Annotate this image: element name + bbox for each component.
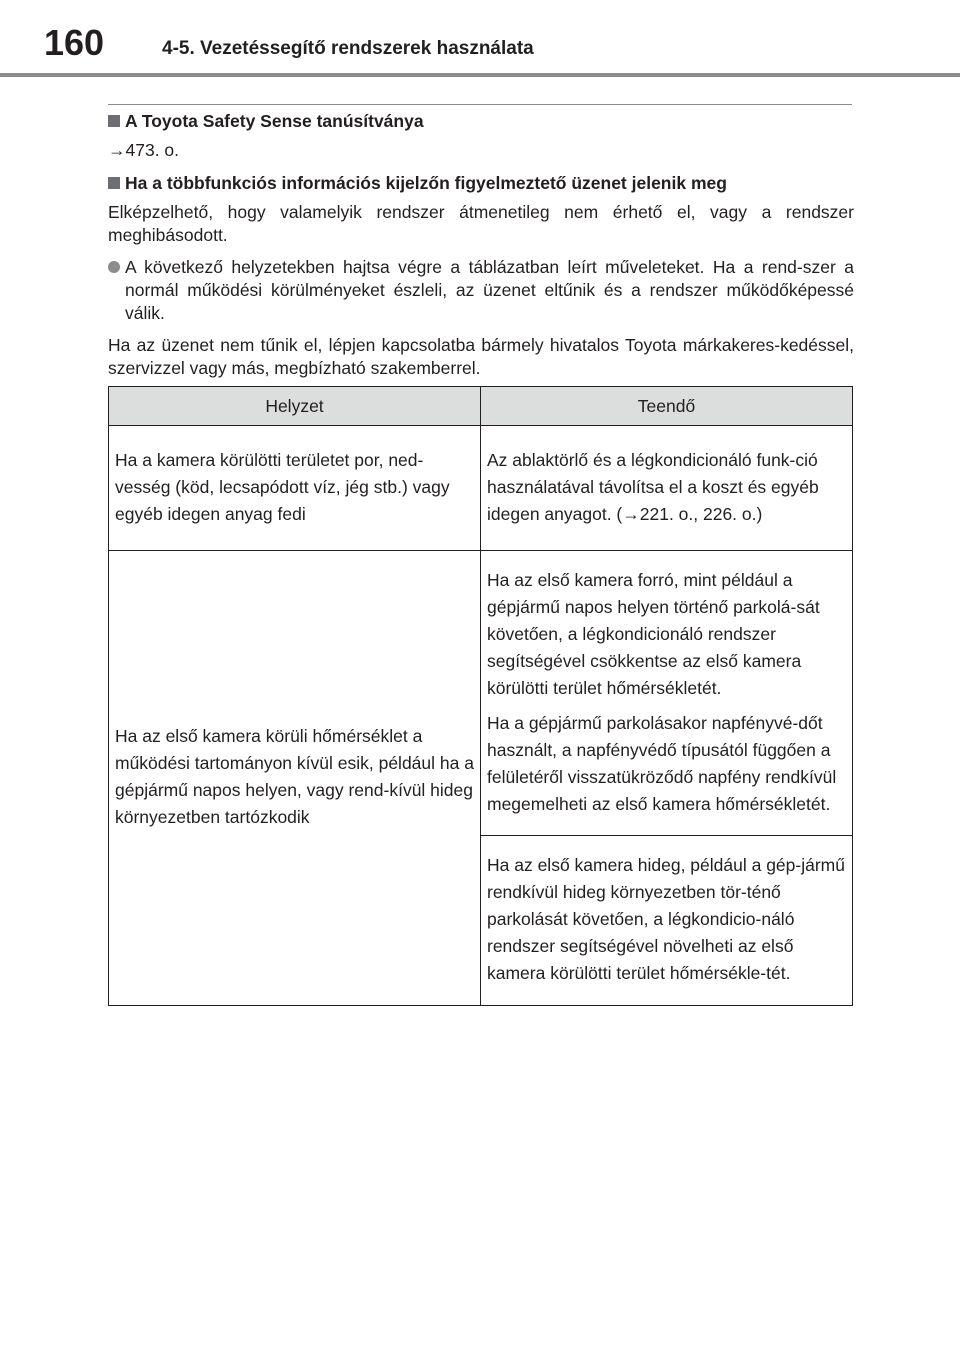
cell-text: Ha az első kamera hideg, például a gép-jármű rendkívül hideg környezetben tör-ténő parkolását követően, a légkondicio-náló rendszer segítségével növelheti az első kamera körülötti terület hőmérsékle-tét.: [487, 855, 845, 983]
paragraph-contact: Ha az üzenet nem tűnik el, lépjen kapcsolatba bármely hivatalos Toyota márkakeres-kedéssel, szervizzel vagy más, megbízható szakemberrel.: [108, 335, 854, 378]
section-divider: [108, 104, 852, 105]
page-header: [0, 0, 960, 80]
header-divider: [0, 73, 960, 77]
table-row: [109, 426, 853, 551]
cell-text: Ha a kamera körülötti területet por, ned-vesség (köd, lecsapódott víz, jég stb.) vagy egyéb idegen anyag fedi: [115, 449, 450, 524]
cell-text: Ha az első kamera körüli hőmérséklet a működési tartományon kívül esik, például ha a gépjármű napos helyen, vagy rend-kívül hideg környezetben tartózkodik: [115, 726, 474, 827]
square-bullet-icon: [108, 177, 120, 189]
bullet-item: [108, 256, 854, 325]
column-header-action: Teendő: [481, 387, 853, 426]
table-header-row: [109, 387, 853, 426]
section-heading-text: A Toyota Safety Sense tanúsítványa: [125, 111, 424, 131]
section-heading-text: Ha a többfunkciós információs kijelzőn figyelmeztető üzenet jelenik meg: [125, 173, 727, 193]
table-cell-situation: [109, 426, 481, 551]
round-bullet-icon: [108, 261, 120, 273]
table-cell-action: [481, 426, 853, 551]
main-content: [108, 110, 854, 380]
situation-action-table: [108, 386, 853, 1006]
section-heading-certificate: [108, 110, 854, 133]
page-number: 160: [44, 22, 105, 63]
page-reference: →473. o.: [108, 140, 180, 160]
table-cell-action: [481, 836, 853, 1006]
cell-text: Ha a gépjármű parkolásakor napfényvé-dőt használt, a napfényvédő típusától függően a felületéről visszatükröződő napfény rendkívül megemelheti az első kamera hőmérsékletét.: [487, 712, 837, 814]
table-row: [109, 551, 853, 836]
paragraph-intro: Elképzelhető, hogy valamelyik rendszer átmenetileg nem érhető el, vagy a rendszer meghibásodott.: [108, 202, 854, 245]
chapter-title: 4-5. Vezetéssegítő rendszerek használata: [162, 38, 534, 59]
square-bullet-icon: [108, 115, 120, 127]
table-cell-situation: [109, 551, 481, 1006]
bullet-text: A következő helyzetekben hajtsa végre a táblázatban leírt műveleteket. Ha a rend-szer a normál működési körülményeket észleli, az üzenet eltűnik és a rendszer működőképessé válik.: [125, 257, 854, 323]
cell-text: Az ablaktörlő és a légkondicionáló funk-ció használatával távolítsa el a koszt és egyéb idegen anyagot. (→221. o., 226. o.): [487, 449, 819, 524]
cell-text: Ha az első kamera forró, mint például a gépjármű napos helyen történő parkolá-sát követően, a légkondicionáló rendszer segítségével csökkentse az első kamera körülötti terület hőmérsékletét.: [487, 569, 820, 698]
table-cell-action: [481, 551, 853, 836]
section-heading-warning: [108, 172, 854, 195]
column-header-situation: Helyzet: [109, 387, 481, 426]
